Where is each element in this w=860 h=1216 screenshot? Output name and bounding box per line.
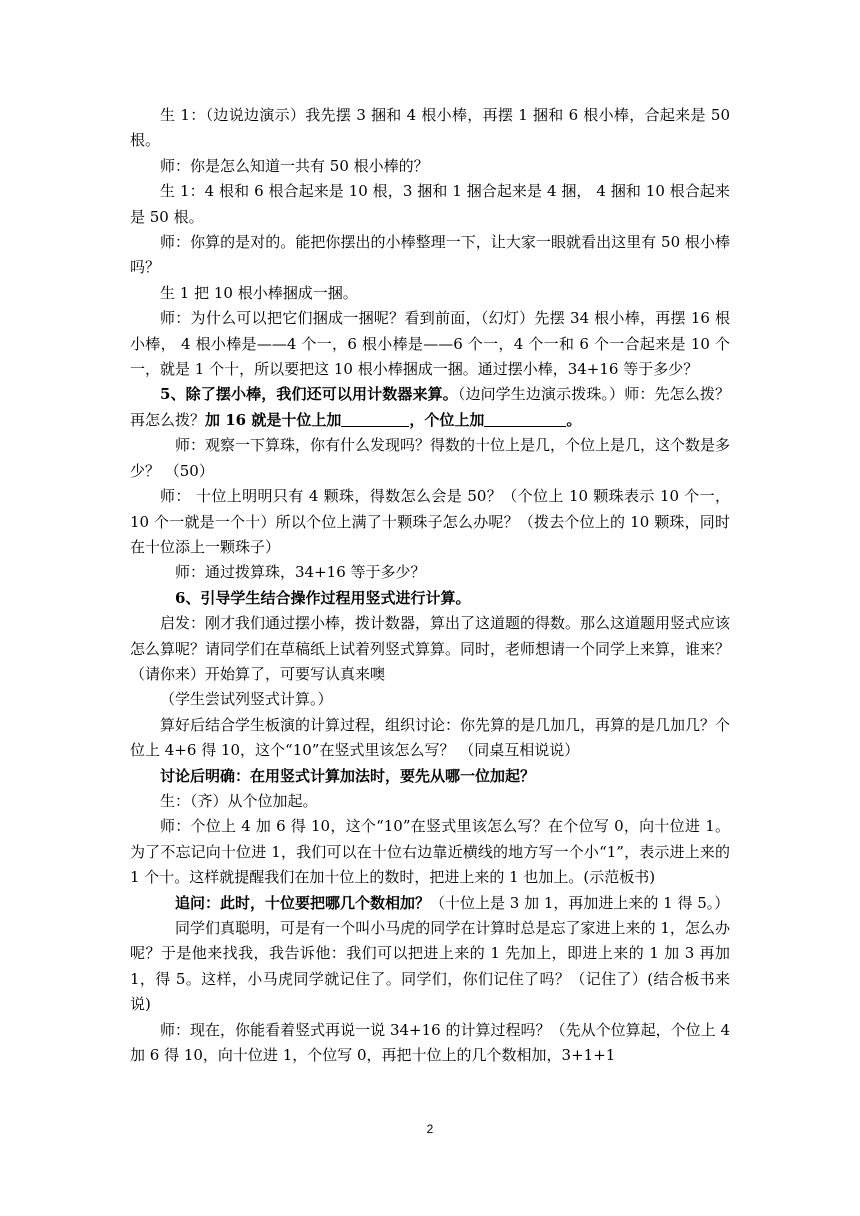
paragraph-18: 追问：此时，十位要把哪几个数相加？（十位上是 3 加 1，再加进上来的 1 得 5。） bbox=[175, 893, 730, 912]
paragraph-20: 师：现在，你能看着竖式再说一说 34+16 的计算过程吗？（先从个位算起，个位上 4 加 6 得 10，向十位进 1，个位写 0，再把十位上的几个数相加，3+1+1 bbox=[130, 1020, 730, 1065]
paragraph-11-heading: 6、引导学生结合操作过程用竖式进行计算。 bbox=[175, 588, 471, 607]
paragraph-17: 师：个位上 4 加 6 得 10，这个“10”在竖式里该怎么写？在个位写 0，向十位进 1。为了不忘记向十位进 1，我们可以在十位右边靠近横线的地方写一个小“1”，表示进上来的 1 个十。这样就提醒我们在加十位上的数时，把进上来的 1 也加上。(示范板书) bbox=[130, 817, 730, 887]
paragraph-14: 算好后结合学生板演的计算过程，组织讨论：你先算的是几加几，再算的是几加几？个位上 4+6 得 10，这个“10”在竖式里该怎么写？ （同桌互相说说） bbox=[130, 715, 731, 760]
paragraph-12: 启发：刚才我们通过摆小棒，拨计数器，算出了这道题的得数。那么这道题用竖式应该怎么算呢？请同学们在草稿纸上试着列竖式算算。同时，老师想请一个同学上来算，谁来？（请你来）开始算了，可要写认真来噢 bbox=[130, 614, 731, 683]
paragraph-3: 生 1：4 根和 6 根合起来是 10 根，3 捆和 1 捆合起来是 4 捆， 4 捆和 10 根合起来是 50 根。 bbox=[130, 182, 730, 226]
paragraph-4: 师：你算的是对的。能把你摆出的小棒整理一下，让大家一眼就看出这里有 50 根小棒吗？ bbox=[130, 233, 730, 277]
paragraph-8: 师：观察一下算珠，你有什么发现吗？得数的十位上是几，个位上是几，这个数是多少？ （50） bbox=[130, 436, 731, 480]
paragraph-13: （学生尝试列竖式计算。） bbox=[160, 690, 333, 709]
paragraph-16: 生：（齐）从个位加起。 bbox=[160, 791, 318, 810]
paragraph-19: 同学们真聪明，可是有一个叫小马虎的同学在计算时总是忘了家进上来的 1，怎么办呢？于是他来找我，我告诉他：我们可以把进上来的 1 先加上，即进上来的 1 加 3 再加 1，得 5。这样，小马虎同学就记住了。同学们，你们记住了吗？（记住了）(结合板书来说) bbox=[130, 919, 730, 1014]
page-number: 2 bbox=[426, 1122, 434, 1136]
paragraph-15-bold: 讨论后明确：在用竖式计算加法时，要先从哪一位加起？ bbox=[160, 766, 536, 785]
paragraph-9: 师： 十位上明明只有 4 颗珠，得数怎么会是 50？（个位上 10 颗珠表示 10 个一，10 个一就是一个十）所以个位上满了十颗珠子怎么办呢？（拨去个位上的 10 颗珠，同时在十位添上一颗珠子） bbox=[130, 487, 730, 556]
paragraph-5: 生 1 把 10 根小棒捆成一捆。 bbox=[160, 283, 358, 302]
lesson-text bbox=[130, 103, 730, 1068]
fill-blank-ones bbox=[484, 411, 566, 427]
paragraph-6: 师：为什么可以把它们捆成一捆呢？看到前面，（幻灯）先摆 34 根小棒，再摆 16 根小棒， 4 根小棒是——4 个一，6 根小棒是——6 个一，4 个一和 6 个一合起来是 10 个一，就是 1 个十，所以要把这 10 根小棒捆成一捆。通过摆小棒，34+16 等于多少？ bbox=[130, 309, 730, 379]
fill-blank-tens bbox=[341, 411, 409, 427]
paragraph-7-abacus: 5、除了摆小棒，我们还可以用计数器来算。（边问学生边演示拨珠。）师：先怎么拨？再怎么拨？加 16 就是十位上加 ，个位上加 。 bbox=[130, 385, 730, 429]
paragraph-1: 生 1：（边说边演示）我先摆 3 捆和 4 根小棒，再摆 1 捆和 6 根小棒，合起来是 50 根。 bbox=[130, 106, 730, 150]
paragraph-10: 师：通过拨算珠，34+16 等于多少？ bbox=[175, 563, 426, 582]
paragraph-2: 师：你是怎么知道一共有 50 根小棒的？ bbox=[160, 156, 429, 175]
